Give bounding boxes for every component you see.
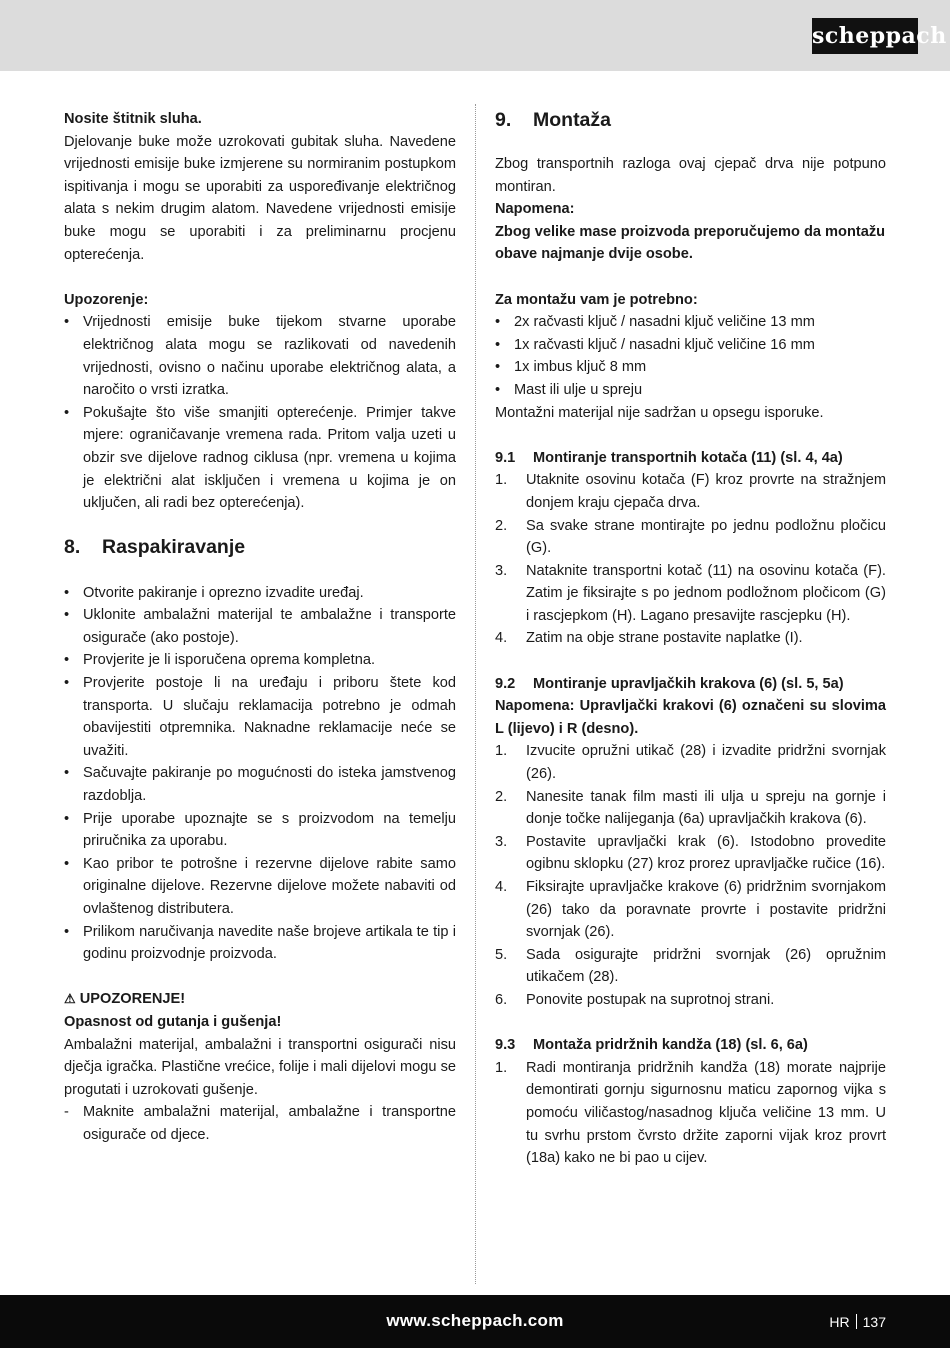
- list-item: • Prilikom naručivanja navedite naše brojeve artikala te tip i godinu proizvodnje proizvoda.: [64, 923, 456, 963]
- list-item: 1. Izvucite opružni utikač (28) i izvadite pridržni svornjak (26).: [495, 743, 886, 783]
- list-item: 3. Postavite upravljački krak (6). Istodobno provedite ogibnu sklopku (27) kroz prorez upravljačke ručice (16).: [495, 833, 886, 873]
- list-item: 1. Utaknite osovinu kotača (F) kroz provrte na stražnjem donjem kraju cjepača drva.: [495, 472, 886, 511]
- section-9-2-note: Napomena: Upravljački krakovi (6) označeni su slovima L (lijevo) i R (desno).: [495, 698, 886, 737]
- scheppach-logo: scheppach: [812, 18, 918, 54]
- list-item: • Pokušajte što više smanjiti opterećenje. Primjer takve mjere: ograničavanje vremena rada. Pritom valja uzeti u obzir sve dijelove radnog ciklusa (npr. vremena u kojima je električni alat isključen i vremena u kojima je on uključen, ali radi bez opterećenja).: [64, 404, 456, 512]
- list-item: • 2x račvasti ključ / nasadni ključ veličine 13 mm: [495, 314, 815, 331]
- list-item: • Kao pribor te potrošne i rezervne dijelove rabite samo originalne dijelove. Rezervne dijelove možete nabaviti od ovlaštenog distributera.: [64, 855, 456, 917]
- list-item: • 1x račvasti ključ / nasadni ključ veličine 16 mm: [495, 336, 815, 353]
- tools-needed-note: Montažni materijal nije sadržan u opsegu isporuke.: [495, 404, 824, 421]
- tools-needed-list: [495, 311, 886, 401]
- danger-action-list: [64, 1101, 456, 1146]
- page-number: [829, 1311, 886, 1334]
- note-text: Zbog velike mase proizvoda preporučujemo da montažu obave najmanje dvije osobe.: [495, 223, 886, 263]
- section-9-2-steps: [495, 740, 886, 1011]
- section-8-heading: 8. Raspakiravanje: [64, 535, 246, 558]
- page-number-value: 137: [862, 1314, 886, 1330]
- list-item: 2. Sa svake strane montirajte po jednu podložnu pločicu (G).: [495, 517, 886, 557]
- website-link[interactable]: www.scheppach.com: [386, 1311, 564, 1330]
- section-9-heading: 9. Montaža: [495, 109, 611, 131]
- right-column: [495, 108, 886, 1170]
- list-item: 5. Sada osigurajte pridržni svornjak (26) opružnim utikačem (28).: [495, 946, 886, 986]
- section-9-1-steps: [495, 469, 886, 650]
- warning-triangle-icon: ⚠: [64, 991, 76, 1007]
- list-item: 6. Ponovite postupak na suprotnoj strani.: [495, 991, 775, 1008]
- column-divider: [475, 104, 476, 1284]
- danger-text: Ambalažni materijal, ambalažni i transportni osigurači nisu dječja igračka. Plastične vrećice, folije i mali dijelovi mogu se progutati i uzrokovati gušenje.: [64, 1036, 456, 1098]
- danger-subtitle: Opasnost od gutanja i gušenja!: [64, 1013, 282, 1030]
- section-9-2-heading: 9.2 Montiranje upravljačkih krakova (6) (sl. 5, 5a): [495, 675, 844, 692]
- list-item: 4. Zatim na obje strane postavite naplatke (I).: [495, 630, 803, 647]
- list-item: • Provjerite je li isporučena oprema kompletna.: [64, 652, 376, 669]
- warning-title: Upozorenje:: [64, 291, 149, 308]
- language-code: HR: [829, 1314, 850, 1330]
- list-item: • Prije uporabe upoznajte se s proizvodom na temelju priručnika za uporabu.: [64, 810, 456, 850]
- hearing-protection-title: Nosite štitnik sluha.: [64, 111, 202, 127]
- section-9-3-heading: 9.3 Montaža pridržnih kandža (18) (sl. 6, 6a): [495, 1037, 808, 1054]
- list-item: • Vrijednosti emisije buke tijekom stvarne uporabe električnog alata mogu se razlikovati od navedenih vrijednosti, ovisno o načinu uporabe električnog alata, a naročito o vrsti izratka.: [64, 314, 456, 399]
- list-item: • Otvorite pakiranje i oprezno izvadite uređaj.: [64, 584, 364, 601]
- section-9-3-steps: [495, 1057, 886, 1170]
- footer-bar: [0, 1295, 950, 1348]
- list-item: 1. Radi montiranja pridržnih kandža (18) morate najprije demontirati gornju sigurnosnu maticu zapornog vijka s pomoću viličastog/nasadnog ključa veličine 13 mm. U tu svrhu prstom čvrsto držite zaporni vijak kroz provrt (18a) kako ne bi pao u cijev.: [495, 1059, 886, 1167]
- list-item: • Sačuvajte pakiranje po mogućnosti do isteka jamstvenog razdoblja.: [64, 765, 456, 805]
- list-item: 3. Nataknite transportni kotač (11) na osovinu kotača (F). Zatim je fiksirajte s po jednom podložnom pločicom (G) i rascjepkom (H). Lagano presavijte rascjepku (H).: [495, 562, 886, 624]
- list-item: • 1x imbus ključ 8 mm: [495, 359, 647, 376]
- list-item: • Mast ili ulje u spreju: [495, 381, 643, 398]
- header-bar: [0, 0, 950, 71]
- assembly-intro: Zbog transportnih razloga ovaj cjepač drva nije potpuno montiran.: [495, 156, 886, 195]
- list-item: • Provjerite postoje li na uređaju i priboru štete kod transporta. U slučaju reklamacija potrebno je odmah obavijestiti otpremnika. Naknadne reklamacije neće se uvažiti.: [64, 675, 456, 759]
- list-item: - Maknite ambalažni materijal, ambalažne i transportne osigurače od djece.: [64, 1104, 456, 1143]
- unpacking-list: [64, 582, 456, 966]
- note-label: Napomena:: [495, 201, 575, 218]
- warning-list: [64, 311, 456, 514]
- tools-needed-title: Za montažu vam je potrebno:: [495, 291, 698, 308]
- list-item: 4. Fiksirajte upravljačke krakove (6) pridržnim svornjakom (26) tako da poravnate provrte i postavite pridržni svornjak (26).: [495, 879, 886, 941]
- section-9-1-heading: 9.1 Montiranje transportnih kotača (11) (sl. 4, 4a): [495, 449, 843, 466]
- list-item: • Uklonite ambalažni materijal te ambalažne i transporte osigurače (ako postoje).: [64, 607, 456, 646]
- list-item: 2. Nanesite tanak film masti ili ulja u spreju na gornje i donje točke nalijeganja (6a) upravljačkih krakova (6).: [495, 788, 886, 828]
- noise-emission-text: Djelovanje buke može uzrokovati gubitak sluha. Navedene vrijednosti emisije buke izmjerene su normiranim postupkom ispitivanja i mogu se uporabiti za uspoređivanje električnog alata s nekim drugim alatom. Navedene vrijednosti emisije buke mogu se uporabiti i za preliminarnu procjenu opterećenja.: [64, 133, 456, 263]
- danger-heading: ⚠ UPOZORENJE!: [64, 991, 186, 1008]
- left-column: [64, 108, 456, 1147]
